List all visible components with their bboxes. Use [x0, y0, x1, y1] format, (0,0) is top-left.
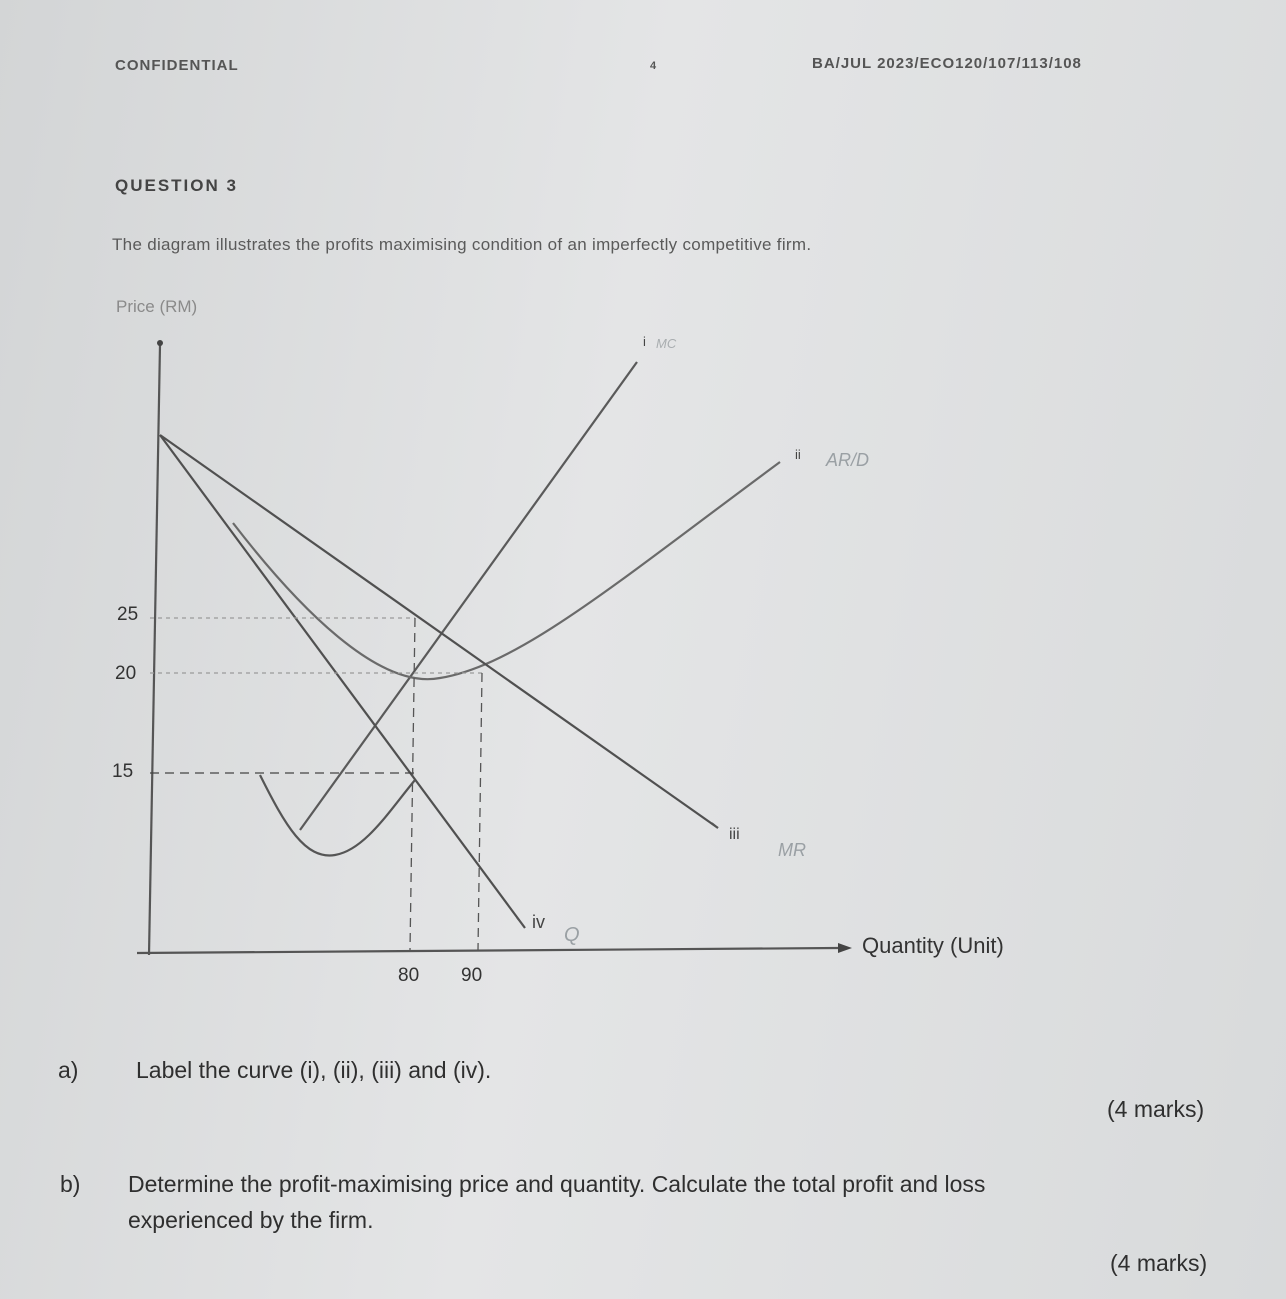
part-b-text-line1: Determine the profit-maximising price and quantity. Calculate the total profit and loss — [128, 1171, 986, 1197]
guide-90 — [478, 673, 482, 950]
question-intro: The diagram illustrates the profits maximising condition of an imperfectly competitive firm. — [112, 235, 812, 254]
note-q: Q — [564, 924, 580, 946]
curve-ii — [233, 462, 780, 679]
y-tick-25: 25 — [117, 604, 139, 625]
x-axis — [137, 948, 838, 953]
note-ar-d: AR/D — [826, 450, 870, 470]
header-confidential: CONFIDENTIAL — [115, 57, 239, 74]
curve-iii — [160, 435, 718, 828]
question-title: QUESTION 3 — [115, 176, 238, 195]
header-paper-code: BA/JUL 2023/ECO120/107/113/108 — [812, 55, 1082, 72]
curve-label-ii: ii — [795, 447, 801, 462]
part-b-label: b) — [60, 1171, 81, 1197]
curve-i — [300, 362, 637, 830]
y-tick-20: 20 — [115, 663, 137, 684]
curve-i-dip — [260, 775, 415, 855]
part-b-marks: (4 marks) — [1110, 1250, 1208, 1276]
curve-label-iii: iii — [729, 826, 740, 843]
curve-iv-pointer — [517, 918, 523, 925]
y-tick-15: 15 — [112, 761, 134, 782]
y-axis — [149, 345, 160, 955]
note-mr: MR — [778, 840, 806, 860]
note-mc: MC — [656, 336, 677, 351]
curve-label-i: i — [643, 334, 646, 349]
part-a-label: a) — [58, 1057, 79, 1083]
header-page-number: 4 — [650, 60, 658, 72]
curve-label-iv: iv — [532, 912, 545, 932]
x-axis-title: Quantity (Unit) — [862, 933, 1004, 958]
part-a-text: Label the curve (i), (ii), (iii) and (iv). — [136, 1057, 492, 1083]
x-tick-80: 80 — [398, 965, 420, 986]
part-a-marks: (4 marks) — [1107, 1096, 1205, 1122]
x-axis-arrowhead — [838, 943, 852, 953]
y-axis-arrowhead — [157, 340, 163, 346]
y-axis-title: Price (RM) — [116, 297, 198, 316]
x-tick-90: 90 — [461, 965, 483, 986]
part-b-text-line2: experienced by the firm. — [128, 1207, 374, 1233]
